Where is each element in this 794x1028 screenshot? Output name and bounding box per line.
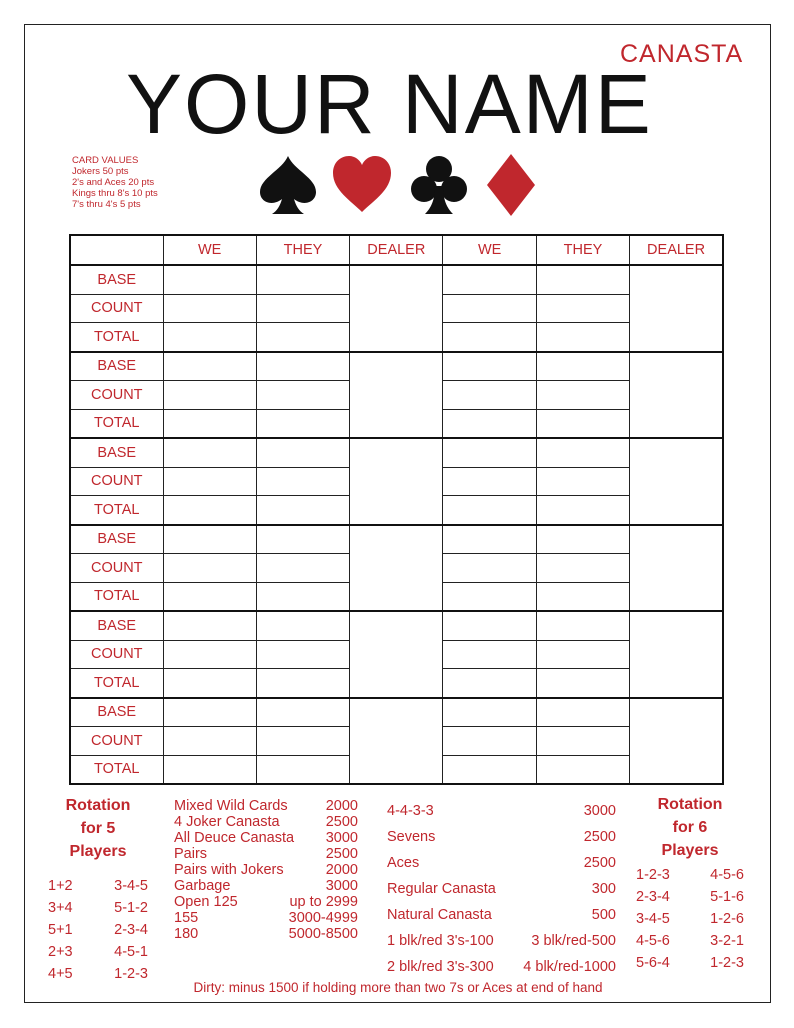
score-cell[interactable] [163,381,256,410]
header-they: THEY [536,235,629,265]
card-value-line: 7's thru 4's 5 pts [72,199,141,210]
score-cell[interactable] [443,323,536,352]
header-they: THEY [256,235,349,265]
score-body [70,265,723,784]
scoring-label: Pairs with Jokers [174,862,284,878]
rotation-row [48,897,148,919]
rotation-trio: 5-6-4 [636,955,670,971]
row-label: BASE [70,525,163,554]
score-cell[interactable] [443,381,536,410]
dealer-cell[interactable] [630,698,723,785]
score-row [70,352,723,381]
score-row [70,525,723,554]
rotation-pair: 4+5 [48,966,73,982]
scoring-label: Aces [387,855,420,871]
row-label: TOTAL [70,323,163,352]
score-cell[interactable] [163,294,256,323]
score-cell[interactable] [163,698,256,727]
rotation-pair: 5+1 [48,922,73,938]
score-cell[interactable] [443,265,536,294]
score-cell[interactable] [256,669,349,698]
scoring-row [174,798,358,814]
rotation-5-heading: Players [69,843,127,860]
rotation-trio: 1-2-3 [710,955,744,971]
score-cell[interactable] [443,698,536,727]
rotation-trio: 5-1-2 [114,900,148,916]
row-label: COUNT [70,294,163,323]
scoring-left [174,798,358,942]
card-values [72,155,158,210]
rotation-6-heading: for 6 [672,819,708,836]
scoring-row [387,928,616,954]
scoring-label: Open 125 [174,894,238,910]
score-cell[interactable] [536,640,629,669]
rotation-5-heading: for 5 [80,820,116,837]
footer-rule: Dirty: minus 1500 if holding more than two 7s or Aces at end of hand [193,980,603,995]
header-we: WE [163,235,256,265]
score-cell[interactable] [163,640,256,669]
score-row [70,611,723,640]
scoring-value: 2000 [325,862,358,878]
score-cell[interactable] [163,755,256,784]
name-title: YOUR NAME [126,57,653,151]
row-label: TOTAL [70,409,163,438]
row-label: TOTAL [70,496,163,525]
row-label: COUNT [70,727,163,756]
dealer-cell[interactable] [630,438,723,525]
scoring-label: 4 Joker Canasta [174,814,280,830]
rotation-trio: 1-2-3 [636,867,670,883]
header-dealer: DEALER [350,235,443,265]
dealer-cell[interactable] [630,265,723,352]
score-cell[interactable] [163,323,256,352]
rotation-row [48,919,148,941]
score-cell[interactable] [536,611,629,640]
scoring-row [387,824,616,850]
score-cell[interactable] [536,294,629,323]
row-label: COUNT [70,554,163,583]
score-cell[interactable] [163,582,256,611]
row-label: BASE [70,265,163,294]
score-cell[interactable] [163,496,256,525]
scoring-label: Sevens [387,829,436,845]
suits-row [255,152,545,218]
rotation-row [48,941,148,963]
scoring-label: Mixed Wild Cards [174,798,288,814]
rotation-row [48,875,148,897]
score-cell[interactable] [163,554,256,583]
dealer-cell[interactable] [630,525,723,612]
rotation-trio: 4-5-1 [114,944,148,960]
scoring-value: 4 blk/red-1000 [523,959,616,975]
score-cell[interactable] [536,554,629,583]
score-cell[interactable] [443,611,536,640]
row-label: TOTAL [70,669,163,698]
rotation-pair: 3+4 [48,900,73,916]
row-label: COUNT [70,381,163,410]
card-values-heading: CARD VALUES [72,155,139,166]
scoring-value: 3000 [325,878,358,894]
card-value-line: Jokers 50 pts [72,166,129,177]
heart-icon [333,156,391,212]
header-row [70,235,723,265]
scoring-value: 3 blk/red-500 [531,933,616,949]
score-cell[interactable] [256,265,349,294]
scoring-value: 5000-8500 [288,926,358,942]
score-cell[interactable] [163,611,256,640]
score-cell[interactable] [536,698,629,727]
score-cell[interactable] [536,669,629,698]
score-cell[interactable] [443,727,536,756]
score-cell[interactable] [536,323,629,352]
scoring-value: 2500 [325,814,358,830]
score-cell[interactable] [536,525,629,554]
scoring-row [174,846,358,862]
scoring-row [387,902,616,928]
score-cell[interactable] [163,265,256,294]
scoring-row [174,862,358,878]
rotation-row [636,952,744,974]
rotation-trio: 3-4-5 [114,878,148,894]
club-icon [411,156,467,214]
score-cell[interactable] [256,525,349,554]
score-cell[interactable] [256,640,349,669]
row-label: COUNT [70,467,163,496]
score-cell[interactable] [256,352,349,381]
rotation-row [636,864,744,886]
score-cell[interactable] [256,727,349,756]
score-cell[interactable] [163,352,256,381]
rotation-6-block [636,793,744,974]
score-cell[interactable] [256,438,349,467]
rotation-trio: 1-2-6 [710,911,744,927]
scoring-value: 300 [591,881,616,897]
scoring-row [387,798,616,824]
row-label: TOTAL [70,582,163,611]
rotation-trio: 5-1-6 [710,889,744,905]
scoring-value: 3000 [325,830,358,846]
score-cell[interactable] [536,727,629,756]
dealer-cell[interactable] [350,265,443,352]
spade-icon [260,156,316,214]
score-cell[interactable] [536,409,629,438]
scoring-label: 155 [174,910,199,926]
rotation-5-block [48,794,148,985]
score-cell[interactable] [256,381,349,410]
scoring-value: 3000-4999 [288,910,358,926]
scoring-row [387,850,616,876]
rotation-trio: 2-3-4 [636,889,670,905]
score-cell[interactable] [443,352,536,381]
scoring-value: 2500 [583,855,616,871]
score-cell[interactable] [256,554,349,583]
scoring-label: Pairs [174,846,208,862]
rotation-row [636,886,744,908]
row-label: BASE [70,352,163,381]
score-cell[interactable] [256,294,349,323]
score-cell[interactable] [443,755,536,784]
scoring-row [174,910,358,926]
rotation-trio: 3-4-5 [636,911,670,927]
dealer-cell[interactable] [350,438,443,525]
dealer-cell[interactable] [350,698,443,785]
score-row [70,438,723,467]
scoring-row [387,954,616,980]
rotation-trio: 2-3-4 [114,922,148,938]
scoring-value: 2500 [325,846,358,862]
score-cell[interactable] [536,755,629,784]
row-label: BASE [70,611,163,640]
dealer-cell[interactable] [630,352,723,439]
dealer-cell[interactable] [630,611,723,698]
score-cell[interactable] [163,727,256,756]
dealer-cell[interactable] [350,525,443,612]
score-row [70,698,723,727]
score-cell[interactable] [163,409,256,438]
rotation-pair: 2+3 [48,944,73,960]
rotation-row [636,930,744,952]
score-cell[interactable] [536,467,629,496]
score-cell[interactable] [443,496,536,525]
scoring-row [174,830,358,846]
rotation-trio: 4-5-6 [710,867,744,883]
score-cell[interactable] [256,582,349,611]
card-value-line: Kings thru 8's 10 pts [72,188,158,199]
score-cell[interactable] [256,323,349,352]
score-cell[interactable] [443,640,536,669]
score-row [70,265,723,294]
diamond-icon [487,154,535,216]
rotation-trio: 3-2-1 [710,933,744,949]
scoring-label: All Deuce Canasta [174,830,295,846]
score-cell[interactable] [163,467,256,496]
scoring-row [387,876,616,902]
score-cell[interactable] [256,496,349,525]
game-title: CANASTA [620,40,744,68]
scoring-row [174,894,358,910]
card-value-line: 2's and Aces 20 pts [72,177,155,188]
header-blank [70,235,163,265]
score-cell[interactable] [443,554,536,583]
scoring-label: Regular Canasta [387,881,496,897]
score-cell[interactable] [536,352,629,381]
score-cell[interactable] [443,525,536,554]
scoring-value: 2500 [583,829,616,845]
rotation-trio: 4-5-6 [636,933,670,949]
scoring-row [174,926,358,942]
scoring-label: 1 blk/red 3's-100 [387,933,494,949]
score-cell[interactable] [256,467,349,496]
row-label: BASE [70,438,163,467]
score-cell[interactable] [443,294,536,323]
rotation-5-heading: Rotation [65,797,131,814]
rotation-trio: 1-2-3 [114,966,148,982]
score-cell[interactable] [163,438,256,467]
row-label: BASE [70,698,163,727]
score-cell[interactable] [536,381,629,410]
rotation-row [636,908,744,930]
dealer-cell[interactable] [350,352,443,439]
score-cell[interactable] [443,582,536,611]
scoring-right [387,798,616,980]
score-table [69,234,724,785]
scoring-label: Natural Canasta [387,907,492,923]
scoring-label: Garbage [174,878,231,894]
score-cell[interactable] [443,438,536,467]
score-cell[interactable] [443,467,536,496]
rotation-pair: 1+2 [48,878,73,894]
score-cell[interactable] [536,438,629,467]
rotation-6-heading: Players [661,842,719,859]
score-cell[interactable] [536,582,629,611]
scoring-label: 2 blk/red 3's-300 [387,959,494,975]
score-cell[interactable] [443,409,536,438]
row-label: TOTAL [70,755,163,784]
scoring-label: 180 [174,926,199,942]
scoring-value: up to 2999 [289,894,358,910]
scoring-value: 3000 [583,803,616,819]
scoring-value: 500 [591,907,616,923]
score-cell[interactable] [256,611,349,640]
score-cell[interactable] [256,698,349,727]
score-cell[interactable] [163,525,256,554]
scoring-value: 2000 [325,798,358,814]
score-cell[interactable] [536,496,629,525]
dealer-cell[interactable] [350,611,443,698]
score-cell[interactable] [536,265,629,294]
rotation-6-heading: Rotation [657,796,723,813]
header-dealer: DEALER [630,235,723,265]
scoring-row [174,814,358,830]
score-cell[interactable] [256,755,349,784]
score-cell[interactable] [256,409,349,438]
header-we: WE [443,235,536,265]
scoring-row [174,878,358,894]
scoring-label: 4-4-3-3 [387,803,434,819]
score-cell[interactable] [443,669,536,698]
score-cell[interactable] [163,669,256,698]
row-label: COUNT [70,640,163,669]
